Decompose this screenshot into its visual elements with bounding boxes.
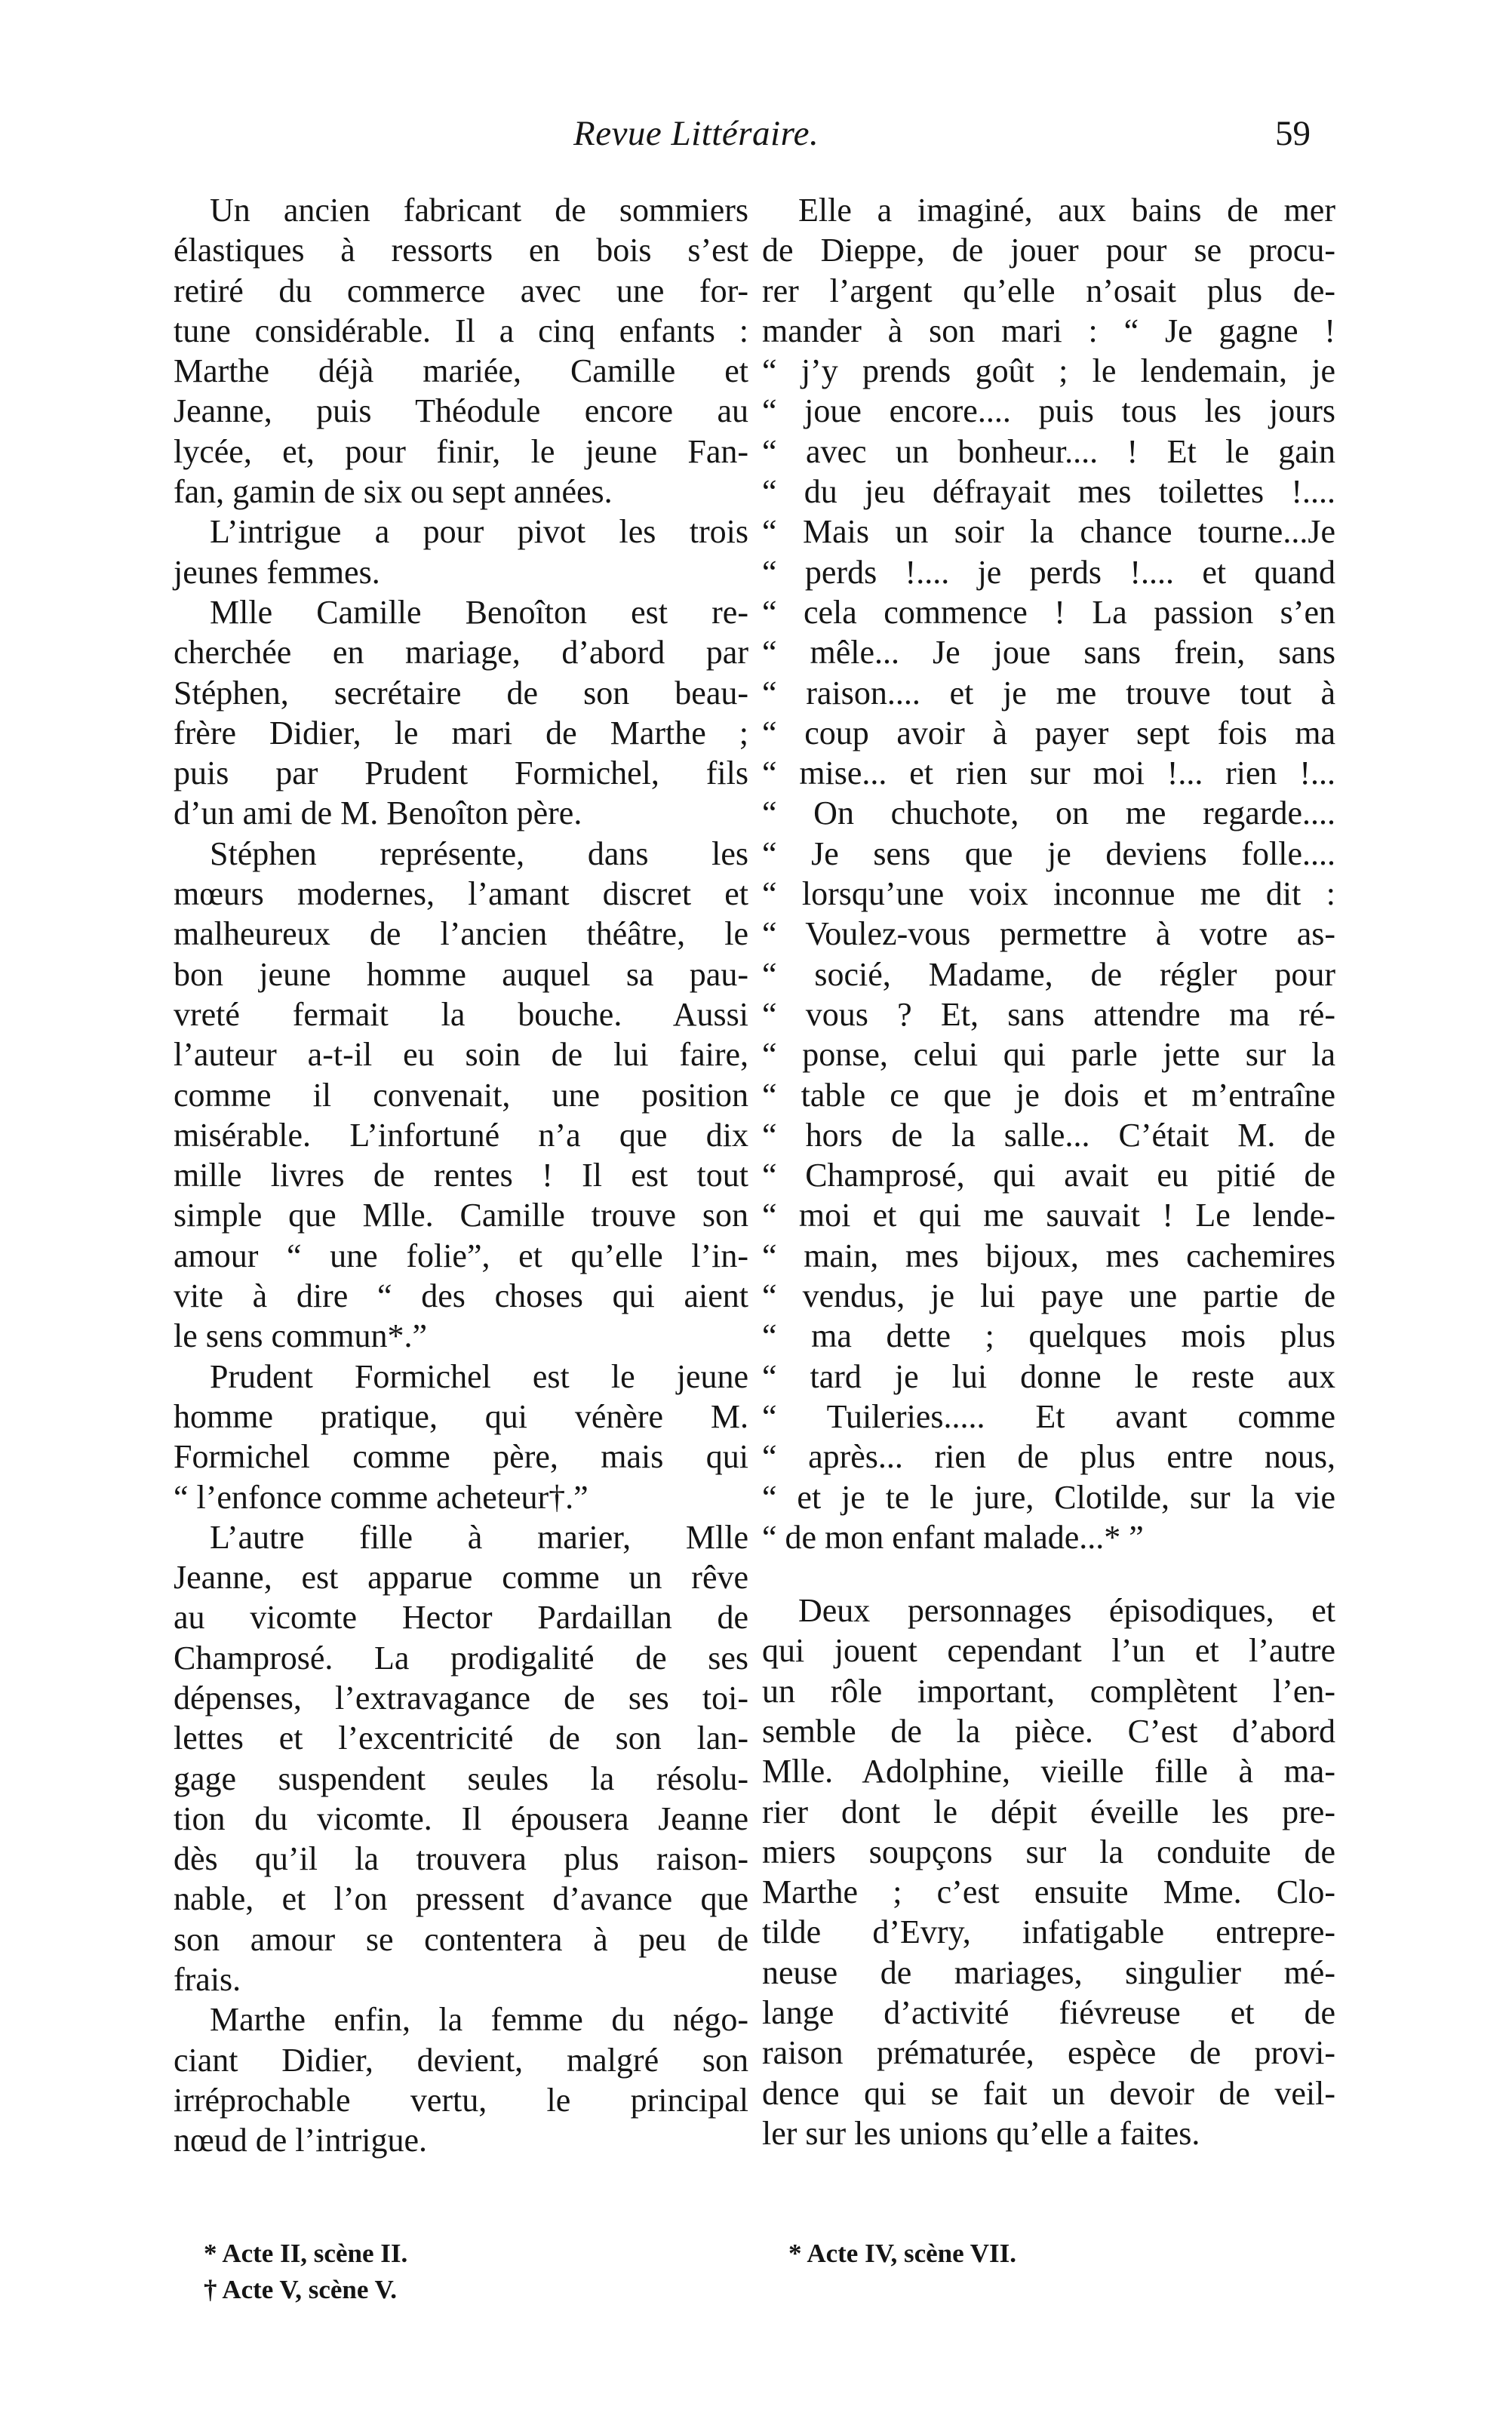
text-line: dépenses, l’extravagance de ses toi- — [174, 1679, 748, 1717]
text-line: Marthe enfin, la femme du négo- — [210, 2001, 748, 2039]
text-line: élastiques à ressorts en bois s’est — [174, 232, 748, 269]
left-footnotes — [204, 2236, 407, 2308]
text-line: Deux personnages épisodiques, et — [798, 1592, 1335, 1630]
text-line: “ cela commence ! La passion s’en — [762, 593, 1335, 631]
text-line: “ raison.... et je me trouve tout à — [762, 674, 1335, 711]
text-line: nable, et l’on pressent d’avance que — [174, 1880, 748, 1918]
text-line: Marthe déjà mariée, Camille et — [174, 352, 748, 390]
text-line: “ après... rien de plus entre nous, — [762, 1438, 1335, 1476]
text-line: Elle a imaginé, aux bains de mer — [798, 192, 1335, 229]
running-title: Revue Littéraire. — [573, 114, 819, 153]
text-line: irréprochable vertu, le principal — [174, 2081, 748, 2119]
text-line: rier dont le dépit éveille les pre- — [762, 1793, 1335, 1830]
text-line: “ lorsqu’une voix inconnue me dit : — [762, 875, 1335, 913]
footnote: * Acte II, scène II. — [204, 2239, 408, 2268]
text-line: “ hors de la salle... C’était M. de — [762, 1116, 1335, 1154]
text-line: fan, gamin de six ou sept années. — [174, 473, 613, 511]
text-line: “ tard je lui donne le reste aux — [762, 1357, 1335, 1395]
text-line: Prudent Formichel est le jeune — [210, 1357, 748, 1395]
text-line: frère Didier, le mari de Marthe ; — [174, 714, 748, 751]
text-line: d’un ami de M. Benoîton père. — [174, 794, 582, 832]
text-line: un rôle important, complètent l’en- — [762, 1672, 1335, 1710]
text-line: ler sur les unions qu’elle a faites. — [762, 2114, 1200, 2152]
text-line: “ l’enfonce comme acheteur†.” — [174, 1478, 589, 1516]
text-line: bon jeune homme auquel sa pau- — [174, 955, 748, 993]
text-line: de Dieppe, de jouer pour se procu- — [762, 232, 1335, 269]
text-line: dès qu’il la trouvera plus raison- — [174, 1840, 748, 1878]
text-line: “ Mais un soir la chance tourne...Je — [762, 513, 1335, 551]
text-line: rer l’argent qu’elle n’osait plus de- — [762, 272, 1335, 309]
text-line: tune considérable. Il a cinq enfants : — [174, 312, 748, 349]
text-line: son amour se contentera à peu de — [174, 1920, 748, 1958]
text-line: Marthe ; c’est ensuite Mme. Clo- — [762, 1873, 1335, 1911]
text-line: “ Voulez-vous permettre à votre as- — [762, 915, 1335, 953]
page-header — [0, 113, 1512, 174]
text-line: L’intrigue a pour pivot les trois — [210, 513, 748, 551]
text-line: amour “ une folie”, et qu’elle l’in- — [174, 1237, 748, 1274]
text-line: Stéphen, secrétaire de son beau- — [174, 674, 748, 711]
text-line: “ joue encore.... puis tous les jours — [762, 392, 1335, 430]
text-line: Jeanne, puis Théodule encore au — [174, 392, 748, 430]
text-line: misérable. L’infortuné n’a que dix — [174, 1116, 748, 1154]
text-line: “ On chuchote, on me regarde.... — [762, 794, 1335, 832]
text-line: nœud de l’intrigue. — [174, 2122, 428, 2159]
text-line: dence qui se fait un devoir de veil- — [762, 2074, 1335, 2112]
text-line: “ vous ? Et, sans attendre ma ré- — [762, 995, 1335, 1033]
text-line: qui jouent cependant l’un et l’autre — [762, 1632, 1335, 1670]
text-line: mille livres de rentes ! Il est tout — [174, 1157, 748, 1194]
text-line: tion du vicomte. Il épousera Jeanne — [174, 1799, 748, 1837]
text-line: retiré du commerce avec une for- — [174, 272, 748, 309]
page-number: 59 — [1275, 114, 1311, 153]
text-line: lycée, et, pour finir, le jeune Fan- — [174, 432, 748, 470]
text-line: Formichel comme père, mais qui — [174, 1438, 748, 1476]
text-line: Champrosé. La prodigalité de ses — [174, 1639, 748, 1677]
text-line: “ ma dette ; quelques mois plus — [762, 1317, 1335, 1355]
paragraph-gap — [762, 1557, 1335, 1590]
text-line: Mlle Camille Benoîton est re- — [210, 593, 748, 631]
text-line: Un ancien fabricant de sommiers — [210, 192, 748, 229]
text-line: simple que Mlle. Camille trouve son — [174, 1197, 748, 1234]
text-line: frais. — [174, 1961, 241, 1999]
text-line: lange d’activité fiévreuse et de — [762, 1994, 1335, 2032]
footnote: * Acte IV, scène VII. — [788, 2239, 1017, 2268]
text-line: le sens commun*.” — [174, 1317, 428, 1355]
text-line: semble de la pièce. C’est d’abord — [762, 1712, 1335, 1750]
text-line: malheureux de l’ancien théâtre, le — [174, 915, 748, 953]
text-line: “ socié, Madame, de régler pour — [762, 955, 1335, 993]
text-line: “ coup avoir à payer sept fois ma — [762, 714, 1335, 751]
text-line: “ j’y prends goût ; le lendemain, je — [762, 352, 1335, 390]
text-line: “ Tuileries..... Et avant comme — [762, 1397, 1335, 1435]
text-line: “ ponse, celui qui parle jette sur la — [762, 1036, 1335, 1074]
text-line: vite à dire “ des choses qui aient — [174, 1277, 748, 1315]
text-line: comme il convenait, une position — [174, 1076, 748, 1114]
text-line: “ mise... et rien sur moi !... rien !... — [762, 755, 1335, 792]
text-line: vreté fermait la bouche. Aussi — [174, 995, 748, 1033]
text-line: “ du jeu défrayait mes toilettes !.... — [762, 473, 1335, 511]
text-line: “ avec un bonheur.... ! Et le gain — [762, 432, 1335, 470]
text-line: raison prématurée, espèce de provi- — [762, 2034, 1335, 2072]
text-line: mander à son mari : “ Je gagne ! — [762, 312, 1335, 349]
text-line: lettes et l’excentricité de son lan- — [174, 1720, 748, 1757]
text-line: “ table ce que je dois et m’entraîne — [762, 1076, 1335, 1114]
text-line: tilde d’Evry, infatigable entrepre- — [762, 1913, 1335, 1951]
text-line: “ et je te le jure, Clotilde, sur la vie — [762, 1478, 1335, 1516]
footnote: † Acte V, scène V. — [204, 2275, 398, 2304]
text-line: Mlle. Adolphine, vieille fille à ma- — [762, 1753, 1335, 1790]
right-footnotes — [788, 2236, 1016, 2272]
text-line: neuse de mariages, singulier mé- — [762, 1953, 1335, 1991]
text-line: “ mêle... Je joue sans frein, sans — [762, 634, 1335, 672]
text-line: Stéphen représente, dans les — [210, 834, 748, 872]
text-line: Jeanne, est apparue comme un rêve — [174, 1559, 748, 1597]
text-line: ciant Didier, devient, malgré son — [174, 2041, 748, 2079]
text-line: l’auteur a-t-il eu soin de lui faire, — [174, 1036, 748, 1074]
text-line: “ de mon enfant malade...* ” — [762, 1518, 1144, 1556]
text-line: “ moi et qui me sauvait ! Le lende- — [762, 1197, 1335, 1234]
right-column — [762, 190, 1335, 2153]
text-line: jeunes femmes. — [174, 553, 380, 591]
text-line: L’autre fille à marier, Mlle — [210, 1518, 748, 1556]
text-line: cherchée en mariage, d’abord par — [174, 634, 748, 672]
left-column — [174, 190, 748, 2161]
text-line: “ Je sens que je deviens folle.... — [762, 834, 1335, 872]
text-line: “ main, mes bijoux, mes cachemires — [762, 1237, 1335, 1274]
text-line: au vicomte Hector Pardaillan de — [174, 1599, 748, 1637]
text-line: miers soupçons sur la conduite de — [762, 1833, 1335, 1870]
text-line: gage suspendent seules la résolu- — [174, 1760, 748, 1797]
text-line: puis par Prudent Formichel, fils — [174, 755, 748, 792]
text-line: “ vendus, je lui paye une partie de — [762, 1277, 1335, 1315]
text-line: “ Champrosé, qui avait eu pitié de — [762, 1157, 1335, 1194]
text-line: “ perds !.... je perds !.... et quand — [762, 553, 1335, 591]
text-line: mœurs modernes, l’amant discret et — [174, 875, 748, 913]
text-line: homme pratique, qui vénère M. — [174, 1397, 748, 1435]
